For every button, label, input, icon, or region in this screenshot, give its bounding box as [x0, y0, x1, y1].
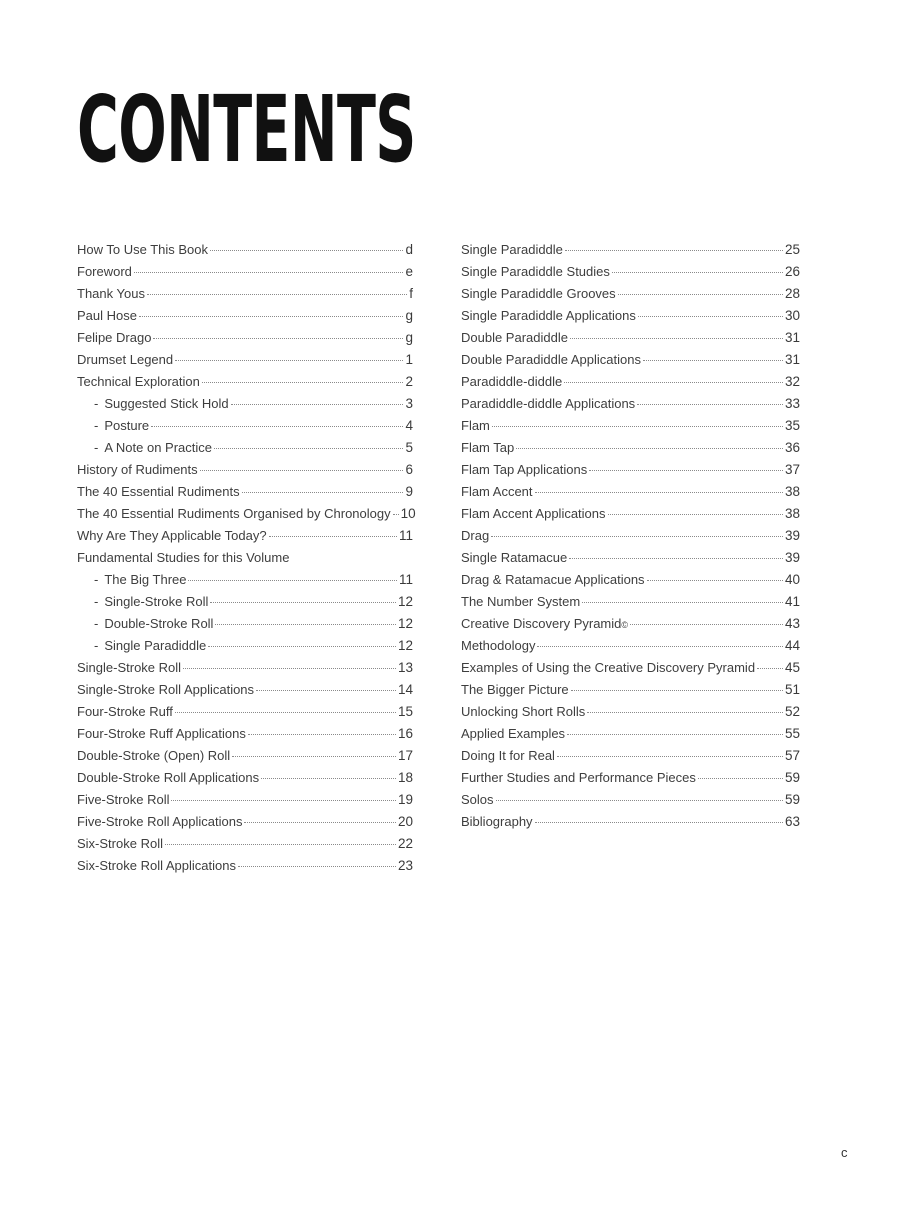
toc-entry-label: Double Paradiddle — [461, 330, 568, 345]
toc-entry-page: 38 — [784, 484, 800, 499]
dot-leader — [269, 536, 397, 537]
toc-entry-page: 31 — [784, 352, 800, 367]
toc-entry-page: 30 — [784, 308, 800, 323]
toc-entry[interactable] — [77, 393, 413, 415]
dot-leader — [589, 470, 783, 471]
dot-leader — [516, 448, 783, 449]
toc-entry[interactable] — [461, 415, 800, 437]
dot-leader — [202, 382, 404, 383]
dot-leader — [537, 646, 783, 647]
sub-entry-marker: - — [94, 440, 99, 455]
toc-entry-label: Doing It for Real — [461, 748, 555, 763]
toc-left-column — [77, 239, 416, 877]
toc-entry-page: 35 — [784, 418, 800, 433]
toc-entry[interactable] — [461, 261, 800, 283]
toc-entry-label: Single-Stroke Roll — [104, 594, 209, 609]
dot-leader — [698, 778, 783, 779]
toc-entry-page: g — [405, 308, 413, 323]
dot-leader — [210, 602, 396, 603]
toc-entry[interactable] — [461, 789, 800, 811]
toc-entry-page: 33 — [784, 396, 800, 411]
toc-entry[interactable]: Creative Discovery Pyramid © 43 — [461, 613, 800, 635]
toc-entry-label: Technical Exploration — [77, 374, 200, 389]
toc-entry-page: 14 — [397, 682, 413, 697]
toc-entry[interactable] — [77, 371, 413, 393]
toc-entry-page: 6 — [405, 462, 413, 477]
toc-entry-label: Flam Tap — [461, 440, 515, 455]
toc-entry-label: Flam Tap Applications — [461, 462, 588, 477]
sub-entry-marker: - — [94, 638, 99, 653]
toc-entry-page: 12 — [397, 616, 413, 631]
toc-entry[interactable] — [461, 745, 800, 767]
toc-entry-page: 13 — [397, 660, 413, 675]
toc-entry[interactable] — [77, 415, 413, 437]
dot-leader — [183, 668, 396, 669]
toc-entry[interactable] — [77, 789, 413, 811]
dot-leader — [638, 316, 783, 317]
toc-entry-label: Single Paradiddle — [104, 638, 207, 653]
toc-entry-page: 26 — [784, 264, 800, 279]
dot-leader — [535, 822, 783, 823]
dot-leader — [214, 448, 403, 449]
dot-leader — [643, 360, 783, 361]
dot-leader — [630, 624, 783, 625]
dot-leader — [208, 646, 396, 647]
toc-entry-label: Methodology — [461, 638, 536, 653]
toc-entry[interactable] — [77, 547, 413, 569]
dot-leader — [134, 272, 404, 273]
toc-entry-label: Suggested Stick Hold — [104, 396, 229, 411]
toc-entry[interactable] — [77, 349, 413, 371]
toc-entry-label: Flam Accent — [461, 484, 533, 499]
toc-entry-label: The Big Three — [104, 572, 187, 587]
dot-leader — [261, 778, 396, 779]
toc-entry-page: 44 — [784, 638, 800, 653]
toc-entry[interactable] — [461, 239, 800, 261]
toc-entry-label: Felipe Drago — [77, 330, 152, 345]
toc-entry[interactable] — [77, 855, 413, 877]
toc-entry[interactable] — [461, 327, 800, 349]
toc-entry-page: g — [405, 330, 413, 345]
dot-leader — [569, 558, 783, 559]
dot-leader — [587, 712, 783, 713]
toc-entry-label: Flam — [461, 418, 490, 433]
toc-entry[interactable] — [461, 437, 800, 459]
toc-entry-page: 11 — [398, 528, 413, 543]
dot-leader — [571, 690, 783, 691]
toc-entry[interactable] — [77, 767, 413, 789]
toc-entry-page: 25 — [784, 242, 800, 257]
toc-entry[interactable] — [461, 569, 800, 591]
dot-leader — [175, 360, 403, 361]
toc-entry-label: Applied Examples — [461, 726, 566, 741]
toc-entry[interactable] — [77, 327, 413, 349]
dot-leader — [256, 690, 396, 691]
dot-leader — [608, 514, 783, 515]
dot-leader — [618, 294, 783, 295]
toc-entry[interactable] — [461, 701, 800, 723]
toc-entry[interactable] — [77, 811, 413, 833]
dot-leader — [567, 734, 783, 735]
dot-leader — [188, 580, 397, 581]
dot-leader — [165, 844, 396, 845]
dot-leader — [139, 316, 404, 317]
toc-entry-page: 5 — [405, 440, 413, 455]
toc-entry-page: 36 — [784, 440, 800, 455]
toc-entry-label: Fundamental Studies for this Volume — [77, 550, 290, 565]
toc-entry[interactable] — [77, 635, 413, 657]
dot-leader — [210, 250, 403, 251]
toc-entry-page: 12 — [397, 594, 413, 609]
toc-entry[interactable] — [461, 349, 800, 371]
dot-leader — [153, 338, 403, 339]
toc-entry[interactable] — [77, 745, 413, 767]
sub-entry-marker: - — [94, 594, 99, 609]
toc-entry-page: 59 — [784, 792, 800, 807]
toc-entry-label: How To Use This Book — [77, 242, 209, 257]
toc-entry-page: 23 — [397, 858, 413, 873]
dot-leader — [231, 404, 404, 405]
toc-entry-page: 51 — [784, 682, 800, 697]
dot-leader — [215, 624, 396, 625]
toc-entry[interactable] — [77, 569, 413, 591]
toc-entry[interactable] — [461, 547, 800, 569]
toc-entry-label: Five-Stroke Roll Applications — [77, 814, 243, 829]
dot-leader — [491, 536, 783, 537]
toc-entry-page: 22 — [397, 836, 413, 851]
toc-entry[interactable] — [461, 393, 800, 415]
toc-entry-label: Unlocking Short Rolls — [461, 704, 586, 719]
toc-entry[interactable] — [461, 679, 800, 701]
toc-entry[interactable] — [77, 679, 413, 701]
dot-leader — [147, 294, 407, 295]
dot-leader — [757, 668, 783, 669]
toc-entry-label: Double-Stroke Roll Applications — [77, 770, 260, 785]
toc-entry-page: 3 — [405, 396, 413, 411]
toc-entry-label: Double-Stroke (Open) Roll — [77, 748, 231, 763]
toc-entry[interactable] — [461, 525, 800, 547]
toc-entry-label: Single-Stroke Roll Applications — [77, 682, 255, 697]
dot-leader — [171, 800, 396, 801]
toc-entry[interactable] — [77, 261, 413, 283]
toc-entry-page: 39 — [784, 550, 800, 565]
toc-entry-label: Single Paradiddle Studies — [461, 264, 610, 279]
toc-entry-page: 41 — [784, 594, 800, 609]
toc-entry-page: 17 — [397, 748, 413, 763]
toc-entry-label: Why Are They Applicable Today? — [77, 528, 267, 543]
toc-entry[interactable] — [461, 657, 800, 679]
dot-leader — [242, 492, 404, 493]
toc-entry[interactable] — [461, 811, 800, 833]
dot-leader — [248, 734, 396, 735]
toc-entry-page: 15 — [397, 704, 413, 719]
toc-entry-label: The Bigger Picture — [461, 682, 569, 697]
toc-entry[interactable] — [461, 459, 800, 481]
dot-leader — [565, 250, 783, 251]
toc-entry[interactable] — [77, 437, 413, 459]
toc-entry[interactable] — [77, 613, 413, 635]
sub-entry-marker: - — [94, 396, 99, 411]
toc-entry-label: The 40 Essential Rudiments Organised by Chronology — [77, 506, 391, 521]
dot-leader — [393, 514, 399, 515]
toc-entry-label: Single-Stroke Roll — [77, 660, 182, 675]
dot-leader — [200, 470, 404, 471]
toc-entry-page: 10 — [400, 506, 416, 521]
toc-entry-label: Four-Stroke Ruff Applications — [77, 726, 246, 741]
toc-entry-label: History of Rudiments — [77, 462, 198, 477]
toc-entry-label: Six-Stroke Roll Applications — [77, 858, 236, 873]
toc-entry-page: 43 — [784, 616, 800, 631]
page-title: CONTENTS — [77, 76, 416, 183]
toc-entry[interactable] — [461, 371, 800, 393]
toc-entry-page: 2 — [405, 374, 413, 389]
toc-entry-label: Double-Stroke Roll — [104, 616, 214, 631]
toc-entry-label: Single Paradiddle Grooves — [461, 286, 616, 301]
toc-entry[interactable] — [461, 305, 800, 327]
toc-entry-page: 57 — [784, 748, 800, 763]
toc-entry-page: 40 — [784, 572, 800, 587]
toc-entry-page: 59 — [784, 770, 800, 785]
toc-entry-page: 12 — [397, 638, 413, 653]
dot-leader — [582, 602, 783, 603]
toc-entry[interactable] — [461, 767, 800, 789]
toc-entry-page: d — [405, 242, 413, 257]
toc-entry-label: Five-Stroke Roll — [77, 792, 170, 807]
toc-entry-label: Single Ratamacue — [461, 550, 568, 565]
toc-entry-label: The Number System — [461, 594, 581, 609]
toc-entry[interactable] — [77, 525, 413, 547]
dot-leader — [244, 822, 396, 823]
toc-entry[interactable] — [77, 481, 413, 503]
toc-entry-page: 32 — [784, 374, 800, 389]
toc-entry-label: Four-Stroke Ruff — [77, 704, 173, 719]
toc-entry-label: Creative Discovery Pyramid — [461, 616, 622, 631]
toc-entry[interactable] — [77, 459, 413, 481]
toc-entry-label: Flam Accent Applications — [461, 506, 606, 521]
toc-entry-page: 18 — [397, 770, 413, 785]
toc-entry-page: 31 — [784, 330, 800, 345]
toc-entry-label: Drag & Ratamacue Applications — [461, 572, 645, 587]
toc-entry-label: Single Paradiddle Applications — [461, 308, 636, 323]
toc-entry-page: 4 — [405, 418, 413, 433]
toc-entry-label: Drumset Legend — [77, 352, 174, 367]
toc-entry-page: 63 — [784, 814, 800, 829]
toc-entry-label: Foreword — [77, 264, 132, 279]
toc-entry-page: 16 — [397, 726, 413, 741]
dot-leader — [564, 382, 783, 383]
dot-leader — [151, 426, 403, 427]
toc-right-column — [461, 239, 800, 833]
toc-entry-page: 9 — [405, 484, 413, 499]
toc-entry-label: Bibliography — [461, 814, 533, 829]
sub-entry-marker: - — [94, 572, 99, 587]
toc-entry-label: Paradiddle-diddle Applications — [461, 396, 636, 411]
toc-entry-page: 19 — [397, 792, 413, 807]
toc-entry[interactable] — [77, 657, 413, 679]
dot-leader — [238, 866, 396, 867]
toc-entry-label: Paul Hose — [77, 308, 137, 323]
toc-entry-page: 20 — [397, 814, 413, 829]
toc-entry-page: 11 — [398, 572, 413, 587]
toc-entry[interactable] — [77, 833, 413, 855]
dot-leader — [637, 404, 783, 405]
dot-leader — [647, 580, 783, 581]
toc-entry-label: Drag — [461, 528, 490, 543]
dot-leader — [232, 756, 396, 757]
toc-entry-page: 1 — [405, 352, 413, 367]
toc-entry-page: 37 — [784, 462, 800, 477]
toc-entry[interactable] — [461, 481, 800, 503]
toc-entry[interactable] — [77, 305, 413, 327]
toc-entry-label: Six-Stroke Roll — [77, 836, 163, 851]
toc-entry[interactable] — [461, 635, 800, 657]
sub-entry-marker: - — [94, 418, 99, 433]
toc-entry-label: Thank Yous — [77, 286, 145, 301]
toc-entry-page: 38 — [784, 506, 800, 521]
toc-entry-label: A Note on Practice — [104, 440, 213, 455]
toc-entry[interactable] — [77, 283, 413, 305]
toc-entry-label: Examples of Using the Creative Discovery Pyramid — [461, 660, 756, 675]
toc-entry[interactable] — [461, 503, 800, 525]
dot-leader — [175, 712, 396, 713]
toc-entry-page: 52 — [784, 704, 800, 719]
sub-entry-marker: - — [94, 616, 99, 631]
toc-entry-label: Paradiddle-diddle — [461, 374, 563, 389]
dot-leader — [535, 492, 783, 493]
dot-leader — [492, 426, 783, 427]
toc-entry-label: Posture — [104, 418, 150, 433]
toc-entry[interactable] — [77, 591, 413, 613]
dot-leader — [570, 338, 783, 339]
dot-leader — [557, 756, 783, 757]
toc-entry[interactable] — [77, 723, 413, 745]
toc-entry-page: 39 — [784, 528, 800, 543]
toc-entry-label: Further Studies and Performance Pieces — [461, 770, 696, 785]
toc-entry-page: 55 — [784, 726, 800, 741]
toc-entry[interactable] — [461, 591, 800, 613]
toc-entry[interactable] — [77, 701, 413, 723]
toc-entry-label: Double Paradiddle Applications — [461, 352, 641, 367]
dot-leader — [612, 272, 783, 273]
toc-entry[interactable] — [77, 239, 413, 261]
dot-leader — [496, 800, 783, 801]
toc-entry-label: Solos — [461, 792, 494, 807]
toc-entry[interactable] — [461, 723, 800, 745]
toc-entry-page: 45 — [784, 660, 800, 675]
toc-entry[interactable] — [77, 503, 416, 525]
toc-entry-page: 28 — [784, 286, 800, 301]
toc-entry-label: Single Paradiddle — [461, 242, 563, 257]
toc-entry-page: e — [405, 264, 413, 279]
toc-entry-page: f — [409, 286, 413, 301]
toc-entry[interactable] — [461, 283, 800, 305]
toc-entry-label: The 40 Essential Rudiments — [77, 484, 240, 499]
page-folio: c — [841, 1145, 848, 1160]
